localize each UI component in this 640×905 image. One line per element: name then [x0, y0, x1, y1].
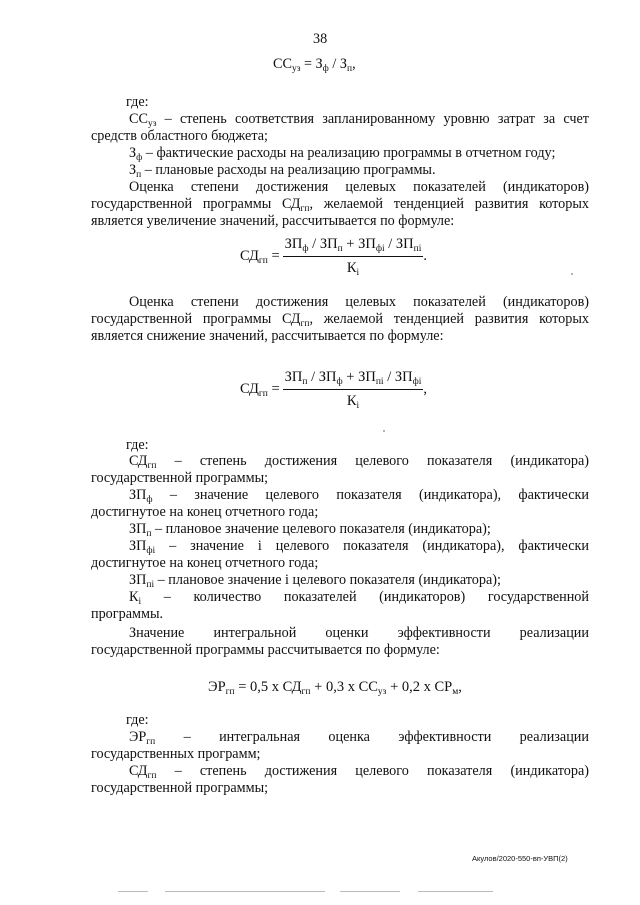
- def-sd2-line1: $СД_{гп}$ – степень достижения целевого показателя (индикатора): [129, 763, 589, 781]
- formula-ss: $СС_{уз} = З_ф / З_п$,: [273, 56, 356, 74]
- def-er-line2: государственных программ;: [91, 746, 261, 762]
- def-zpf-line1: $ЗП_ф$ – значение целевого показателя (индикатора), фактически: [129, 487, 589, 505]
- where-label-3: где:: [126, 712, 149, 728]
- scan-edge-mark: [340, 891, 400, 892]
- def-zf: $З_ф$ – фактические расходы на реализацию программы в отчетном году;: [129, 145, 556, 163]
- scan-edge-mark: [418, 891, 493, 892]
- def-zp: $З_п$ – плановые расходы на реализацию программы.: [129, 162, 436, 180]
- scan-edge-mark: [165, 891, 325, 892]
- def-zpf-line2: достигнутое на конец отчетного года;: [91, 504, 319, 520]
- def-sd-line2: государственной программы;: [91, 470, 269, 486]
- para2-line2: государственной программы $СД_{гп}$, желаемой тенденцией развития которых: [91, 311, 589, 329]
- scan-edge-mark: [118, 891, 148, 892]
- def-er-line1: $ЭР_{гп}$ – интегральная оценка эффективности реализации: [129, 729, 589, 747]
- formula-1: $СД_{гп}$ = $\frac{ЗП_ф / ЗП_п + ЗП_{фi} / ЗП_{пi}}{К_i}$ .: [240, 236, 427, 278]
- formula-3: $ЭР_{гп} = 0,5$ х $СД_{гп} + 0,3$ х $СС_{уз} + 0,2$ х $СР_м$,: [208, 679, 462, 697]
- where-label-1: где:: [126, 94, 149, 110]
- def-k-line1: $К_i$ – количество показателей (индикаторов) государственной: [129, 589, 589, 607]
- para2-line3: является снижение значений, рассчитывается по формуле:: [91, 328, 444, 344]
- para3-line1: Значение интегральной оценки эффективности реализации: [129, 625, 589, 641]
- def-sd2-line2: государственной программы;: [91, 780, 269, 796]
- def-zpp: $ЗП_п$ – плановое значение целевого показателя (индикатора);: [129, 521, 491, 539]
- def-k-line2: программы.: [91, 606, 164, 622]
- def-sd-line1: $СД_{гп}$ – степень достижения целевого показателя (индикатора): [129, 453, 589, 471]
- para1-line2: государственной программы $СД_{гп}$, желаемой тенденцией развития которых: [91, 196, 589, 214]
- def-ss-line2: средств областного бюджета;: [91, 128, 268, 144]
- scan-speck: [571, 273, 573, 275]
- def-ss-line1: $СС_{уз}$ – степень соответствия запланированному уровню затрат за счет: [129, 111, 589, 129]
- where-label-2: где:: [126, 437, 149, 453]
- para1-line3: является увеличение значений, рассчитывается по формуле:: [91, 213, 455, 229]
- para3-line2: государственной программы рассчитывается по формуле:: [91, 642, 440, 658]
- formula-2: $СД_{гп}$ = $\frac{ЗП_п / ЗП_ф + ЗП_{пi} / ЗП_{фi}}{К_i}$ ,: [240, 369, 427, 411]
- def-zpfi-line2: достигнутое на конец отчетного года;: [91, 555, 319, 571]
- def-zppi: $ЗП_{пi}$ – плановое значение i целевого показателя (индикатора);: [129, 572, 501, 590]
- def-zpfi-line1: $ЗП_{фi}$ – значение i целевого показателя (индикатора), фактически: [129, 538, 589, 556]
- document-code: Акулов/2020-550-вп-УВП(2): [472, 854, 568, 863]
- para2-line1: Оценка степени достижения целевых показателей (индикаторов): [129, 294, 589, 310]
- para1-line1: Оценка степени достижения целевых показателей (индикаторов): [129, 179, 589, 195]
- page-number: 38: [313, 31, 328, 47]
- scan-speck: [383, 430, 385, 432]
